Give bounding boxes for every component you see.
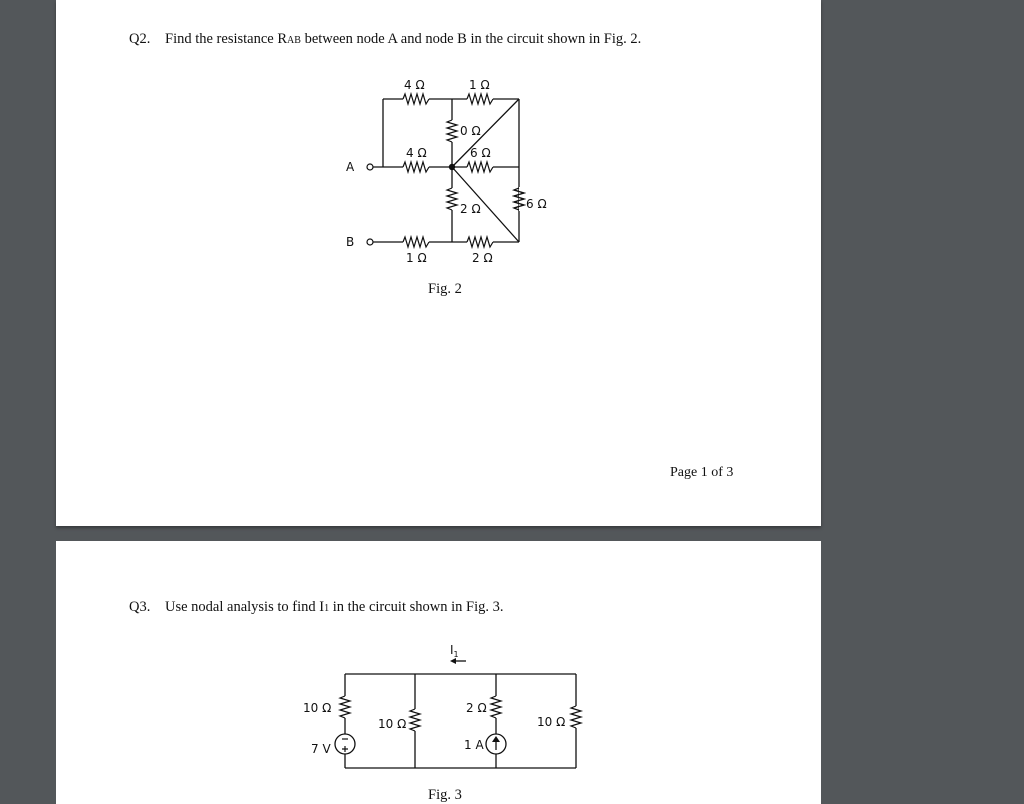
label-r-second: 10 Ω: [378, 717, 407, 731]
resistor-top-right: [467, 94, 493, 104]
label-bottom-left: 1 Ω: [406, 251, 427, 265]
label-source-voltage: 7 V: [311, 742, 331, 756]
figure-caption: Fig. 2: [428, 281, 462, 297]
resistor-right: [571, 706, 581, 728]
circuit-figure-3: [56, 541, 821, 804]
question-subscript: 1: [324, 603, 330, 614]
label-center-vertical: 2 Ω: [460, 202, 481, 216]
resistor-bottom-right: [467, 237, 493, 247]
terminal-b: [367, 239, 373, 245]
resistor-center-vertical: [447, 188, 457, 210]
label-source-current: 1 A: [464, 738, 484, 752]
resistor-mid-right: [467, 162, 493, 172]
node-label-a: A: [346, 160, 355, 174]
label-r-left: 10 Ω: [303, 701, 332, 715]
current-label: $I_1$: [450, 643, 459, 659]
resistor-top-left: [403, 94, 429, 104]
label-top-right: 1 Ω: [469, 78, 490, 92]
resistor-left: [340, 696, 350, 718]
question-subscript: AB: [287, 35, 301, 46]
question-text-end: between node A and node B in the circuit shown in Fig. 2.: [300, 31, 642, 47]
resistor-vertical-zero: [447, 120, 457, 142]
question-text-end: in the circuit shown in Fig. 3.: [329, 599, 504, 615]
node-label-b: B: [346, 235, 355, 249]
label-bottom-right: 2 Ω: [472, 251, 493, 265]
question-number: Q3.: [129, 599, 151, 615]
junction-dot: [449, 164, 455, 170]
question-number: Q2.: [129, 31, 151, 47]
wire-diagonals: [452, 99, 519, 242]
page-number-label: Page 1 of 3: [670, 465, 734, 480]
label-mid-right: 6 Ω: [470, 146, 491, 160]
document-page-1: [56, 0, 821, 526]
label-r-center: 2 Ω: [466, 701, 487, 715]
resistor-mid-left: [403, 162, 429, 172]
question-text: Find the resistance R: [165, 31, 288, 47]
document-page-2: [56, 541, 821, 804]
label-mid-left: 4 Ω: [406, 146, 427, 160]
resistor-center: [491, 696, 501, 718]
resistor-bottom-left: [403, 237, 429, 247]
question-text: Use nodal analysis to find I: [165, 599, 325, 615]
resistor-second: [410, 709, 420, 731]
label-r-right: 10 Ω: [537, 715, 566, 729]
terminal-a: [367, 164, 373, 170]
label-top-left: 4 Ω: [404, 78, 425, 92]
figure-caption: Fig. 3: [428, 787, 462, 803]
label-vertical-zero: 0 Ω: [460, 124, 481, 138]
label-right-vertical: 6 Ω: [526, 197, 547, 211]
circuit-figure-2: [56, 0, 821, 526]
